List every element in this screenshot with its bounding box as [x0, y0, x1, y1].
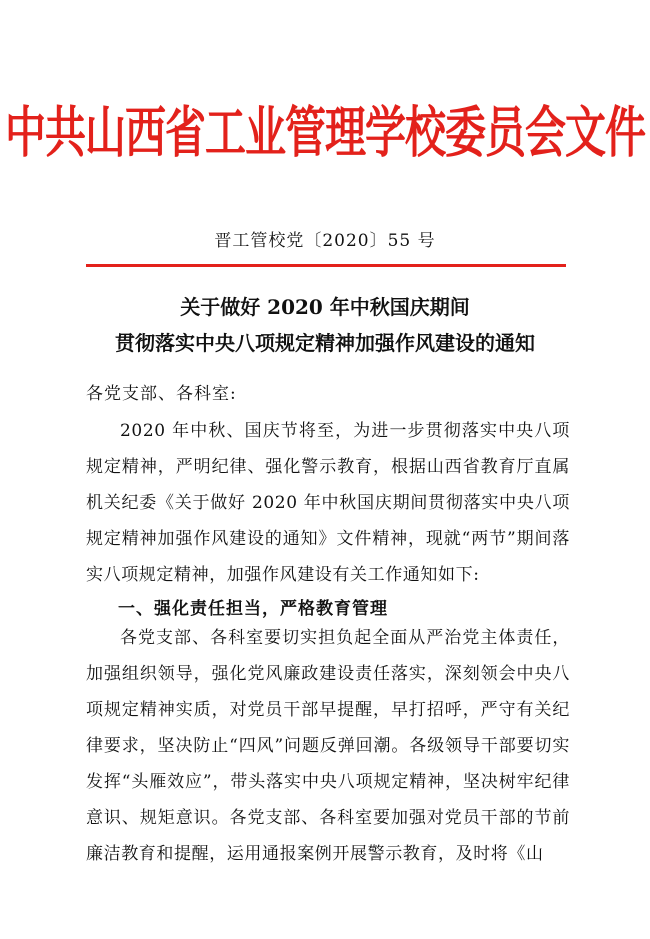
body-paragraph-2: 各党支部、各科室要切实担负起全面从严治党主体责任，加强组织领导，强化党风廉政建设责任落实，深刻领会中央八项规定精神实质，对党员干部早提醒，早打招呼，严守有关纪律要求，坚决防止“四风”问题反弹回潮。各级领导干部要切实发挥“头雁效应”，带头落实中央八项规定精神，坚决树牢纪律意识、规矩意识。各党支部、各科室要加强对党员干部的节前廉洁教育和提醒，运用通报案例开展警示教育，及时将《山: [86, 628, 570, 864]
body-paragraph-1: 2020 年中秋、国庆节将至，为进一步贯彻落实中央八项规定精神，严明纪律、强化警示教育，根据山西省教育厅直属机关纪委《关于做好 2020 年中秋国庆期间贯彻落实中央八项规定精神加强作风建设的通知》文件精神，现就“两节”期间落实八项规定精神，加强作风建设有关工作通知如下:: [86, 421, 570, 585]
section-heading-1: 一、强化责任担当，严格教育管理: [118, 599, 388, 619]
red-divider-line: [86, 264, 566, 267]
notice-title-line-1: 关于做好 2020 年中秋国庆期间: [180, 295, 470, 319]
issuer-header: 中共山西省工业管理学校委员会文件: [5, 100, 645, 165]
document-number: 晋工管校党〔2020〕55 号: [214, 231, 436, 251]
notice-title-line-2: 贯彻落实中央八项规定精神加强作风建设的通知: [115, 331, 535, 355]
salutation: 各党支部、各科室:: [86, 384, 237, 404]
